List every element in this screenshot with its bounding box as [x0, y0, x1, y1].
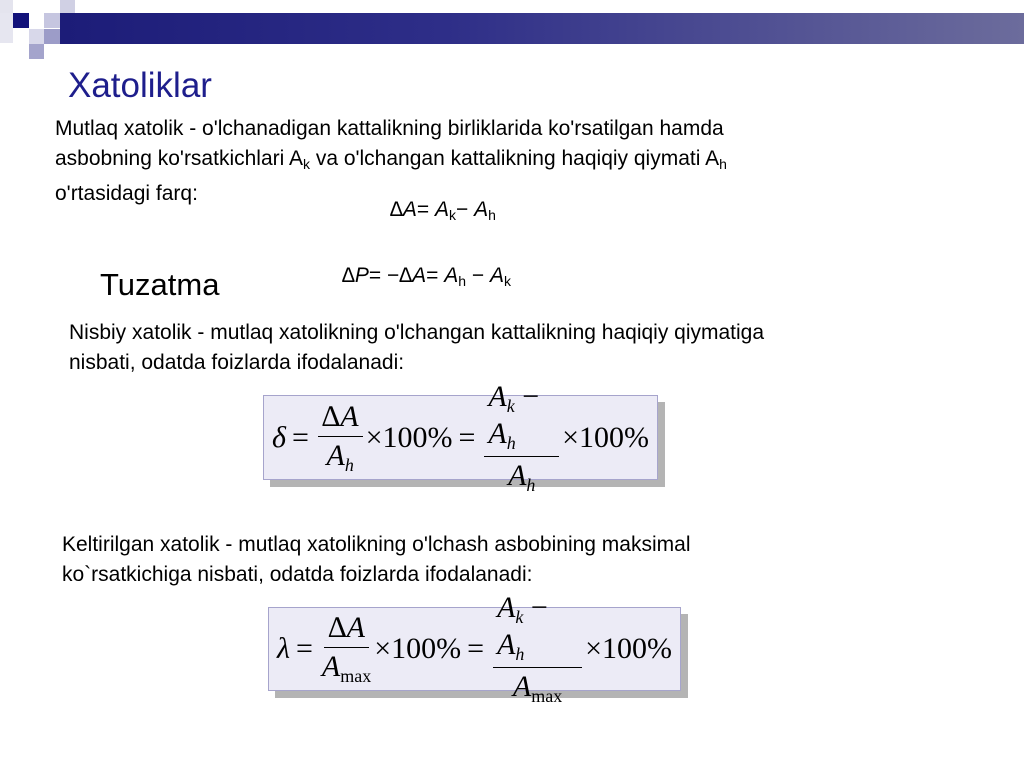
relative-error-formula-box: δ = $\frac{\Delta A}{A_h}$ ×100% = $\frac{A_k - A_h}{A_h}$ ×100%: [263, 395, 658, 480]
absolute-error-formula: $\Delta A= A_k- A_h$: [390, 198, 496, 223]
header-gradient-bar: [60, 13, 1024, 44]
relative-error-definition: [69, 318, 764, 378]
text-line: ko`rsatkichiga nisbati, odatda foizlarda ifodalanadi:: [62, 563, 533, 586]
decor-square: [44, 29, 60, 44]
decor-square: [0, 13, 13, 43]
reduced-error-formula-box: λ = $\frac{\Delta A}{A_{max}}$ ×100% = $\frac{A_k - A_h}{A_{max}}$ ×100%: [268, 607, 681, 691]
correction-heading: Tuzatma: [100, 267, 220, 302]
decor-square: [44, 13, 60, 28]
correction-formula: $\Delta P= -\Delta A= A_h - A_k$: [342, 264, 511, 289]
absolute-error-definition: [55, 114, 727, 209]
decor-square: [29, 44, 44, 59]
text-line: Nisbiy xatolik - mutlaq xatolikning o'lchangan kattalikning haqiqiy qiymatiga: [69, 321, 765, 344]
decor-square: [60, 0, 75, 13]
decor-square: [0, 0, 13, 13]
text-line: Keltirilgan xatolik - mutlaq xatolikning o'lchash asbobining maksimal: [62, 533, 691, 556]
decor-square: [29, 29, 44, 44]
text-line: asbobning ko'rsatkichlari $A_k$ va o'lchangan kattalikning haqiqiy qiymati $A_h$: [55, 147, 727, 172]
text-line: Mutlaq xatolik - o'lchanadigan kattalikning birliklarida ko'rsatilgan hamda: [55, 117, 724, 140]
text-line: o'rtasidagi farq:: [55, 182, 198, 205]
slide-title: Xatoliklar: [68, 66, 212, 105]
reduced-error-definition: [62, 530, 690, 590]
text-line: nisbati, odatda foizlarda ifodalanadi:: [69, 351, 405, 374]
decor-square: [13, 13, 29, 28]
